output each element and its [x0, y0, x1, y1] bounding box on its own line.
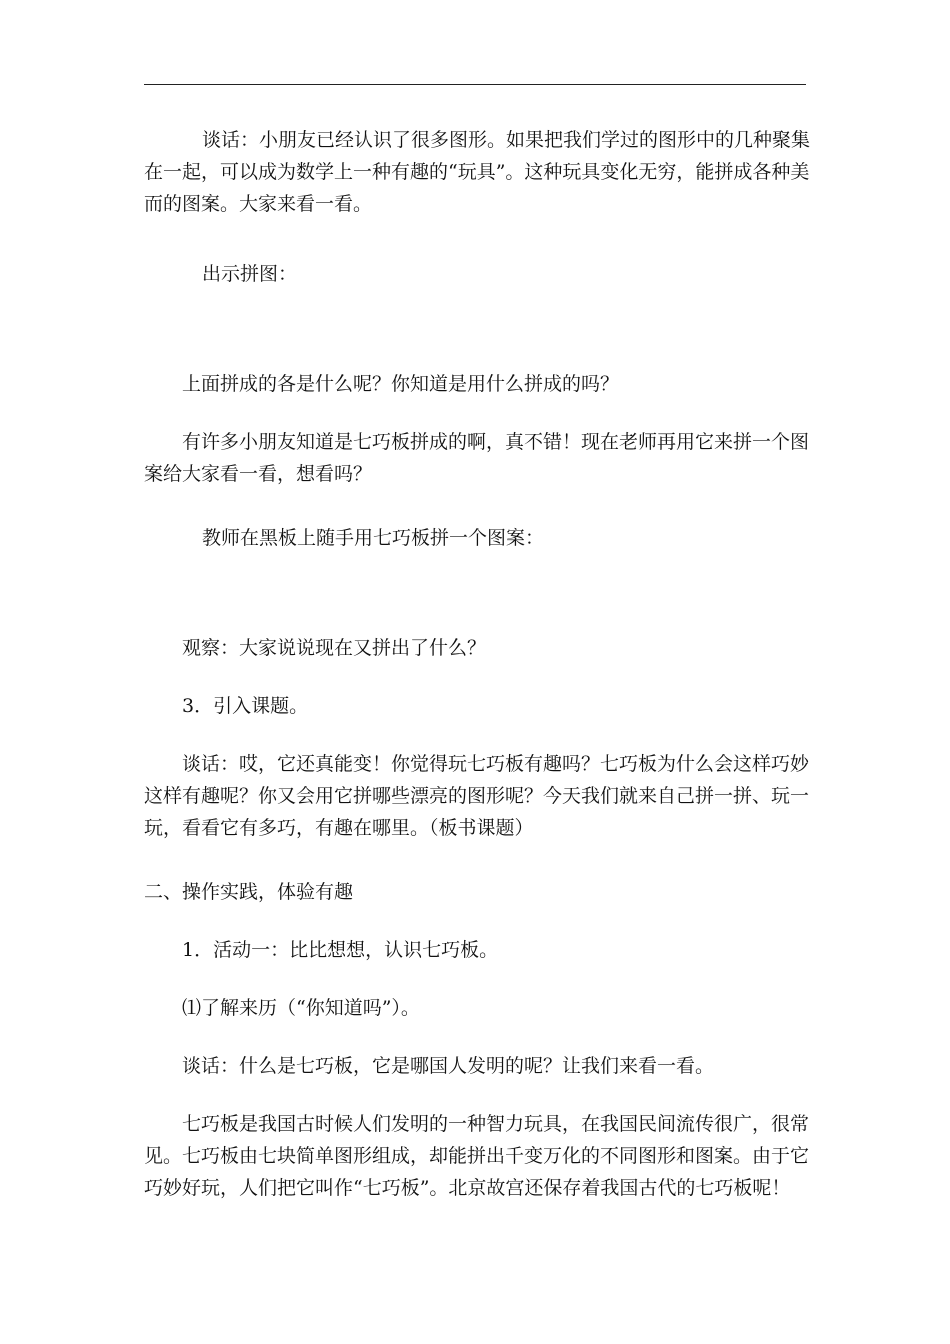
- paragraph-topic-talk: 谈话：哎，它还真能变！你觉得玩七巧板有趣吗？七巧板为什么会这样巧妙这样有趣呢？你又会用它拼哪些漂亮的图形呢？今天我们就来自己拼一拼、玩一玩，看看它有多巧，有趣在哪里。（板书课题）: [144, 753, 810, 839]
- section-heading: 二、操作实践，体验有趣: [144, 881, 354, 903]
- paragraph-teacher-demo: 教师在黑板上随手用七巧板拼一个图案：: [202, 527, 545, 549]
- paragraph-show-puzzle: 出示拼图：: [202, 263, 298, 285]
- paragraph-tangram-description: 七巧板是我国古时候人们发明的一种智力玩具，在我国民间流传很广，很常见。七巧板由七块简单图形组成，却能拼出千变万化的不同图形和图案。由于它巧妙好玩，人们把它叫作“七巧板”。北京故宫还保存着我国古代的七巧板呢！: [144, 1113, 810, 1199]
- header-rule: [144, 84, 806, 85]
- paragraph-observe: 观察：大家说说现在又拼出了什么？: [182, 637, 487, 659]
- paragraph-question: 上面拼成的各是什么呢？你知道是用什么拼成的吗？: [182, 373, 620, 395]
- paragraph-what-is: 谈话：什么是七巧板，它是哪国人发明的呢？让我们来看一看。: [182, 1055, 715, 1077]
- paragraph-intro-topic: 3．引入课题。: [182, 695, 309, 717]
- paragraph-intro-talk: 谈话：小朋友已经认识了很多图形。如果把我们学过的图形中的几种聚集在一起，可以成为数学上一种有趣的“玩具”。这种玩具变化无穷，能拼成各种美而的图案。大家来看一看。: [144, 129, 811, 215]
- paragraph-teacher-offer: 有许多小朋友知道是七巧板拼成的啊，真不错！现在老师再用它来拼一个图案给大家看一看，想看吗？: [144, 431, 810, 485]
- paragraph-history: ⑴了解来历（“你知道吗”）。: [182, 997, 420, 1019]
- paragraph-activity-one: 1．活动一：比比想想，认识七巧板。: [182, 939, 499, 961]
